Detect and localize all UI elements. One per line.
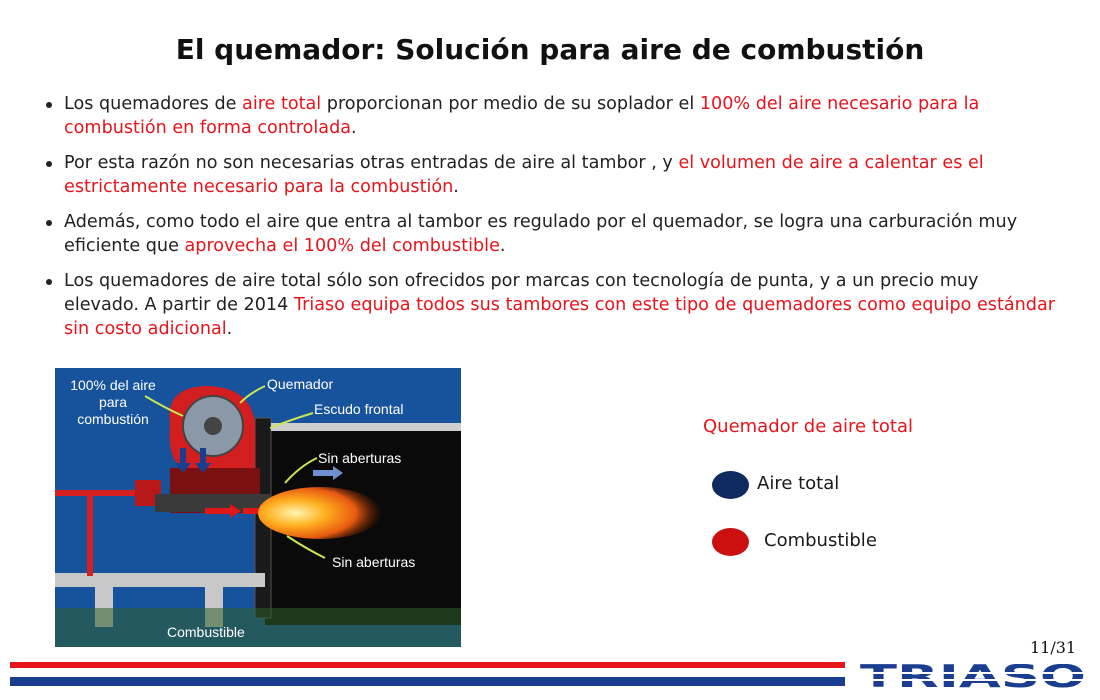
- red-pipe: [87, 490, 93, 576]
- footer-stripe-blue: [10, 677, 845, 686]
- legend-swatch-icon: [712, 528, 749, 556]
- bullet-highlight: 100% del aire necesario para la combustión en forma controlada: [64, 94, 980, 138]
- slide-title: El quemador: Solución para aire de combustión: [175, 33, 925, 66]
- label-no-openings-top: Sin aberturas: [318, 450, 402, 466]
- frame-beam: [55, 573, 265, 587]
- label-air-100: [61, 377, 165, 428]
- legend-label: Combustible: [764, 530, 877, 551]
- bullet-text: Por esta razón no son necesarias otras entradas de aire al tambor , y: [64, 153, 679, 173]
- bullet-highlight: aprovecha el 100% del combustible: [184, 236, 500, 256]
- bullet-item: [46, 92, 1056, 140]
- label-burner: Quemador: [267, 376, 334, 392]
- bullet-text: .: [351, 118, 357, 138]
- footer-stripe-white: [10, 670, 845, 675]
- footer-stripe-red: [10, 662, 845, 668]
- bullet-list: [46, 92, 1056, 352]
- bullet-text: proporcionan por medio de su soplador el: [321, 94, 700, 114]
- legend-title: Quemador de aire total: [703, 416, 913, 437]
- bullet-text: .: [226, 319, 233, 339]
- triaso-logo: [860, 664, 1092, 690]
- label-no-openings-bottom: Sin aberturas: [332, 554, 416, 570]
- red-pipe: [55, 490, 145, 496]
- bullet-item: [46, 269, 1056, 341]
- drum-top-edge: [271, 423, 461, 431]
- legend-label: Aire total: [757, 473, 840, 494]
- bullet-highlight: el volumen de aire a calentar es el estrictamente necesario para la combustión: [64, 153, 984, 197]
- bullet-text: .: [499, 236, 506, 256]
- bullet-text: Además, como todo el aire que entra al tambor es regulado por el quemador, se logra una carburación muy eficiente que: [64, 212, 1018, 256]
- label-front-shield: Escudo frontal: [314, 401, 404, 417]
- label-air-text: 100% del aire para combustión: [70, 377, 156, 427]
- page-number: 11/31: [1030, 638, 1077, 657]
- label-fuel: Combustible: [167, 624, 245, 640]
- bullet-item: [46, 210, 1056, 258]
- bullet-text: Los quemadores de aire total sólo son ofrecidos por marcas con tecnología de punta, y a un precio muy elevado. A partir de 2014: [64, 271, 979, 315]
- logo-text: TRIASO: [860, 664, 1086, 690]
- bullet-text: .: [453, 177, 459, 197]
- bullet-item: [46, 151, 1056, 199]
- ground: [55, 608, 461, 647]
- bullet-text: Los quemadores de: [64, 94, 243, 114]
- legend-swatch-icon: [712, 471, 749, 499]
- flame: [258, 487, 382, 539]
- bullet-highlight: aire total: [242, 94, 322, 114]
- bullet-highlight: Triaso equipa todos sus tambores con este tipo de quemadores como equipo estándar sin costo adicional: [64, 295, 1055, 339]
- burner-diagram: [55, 368, 461, 647]
